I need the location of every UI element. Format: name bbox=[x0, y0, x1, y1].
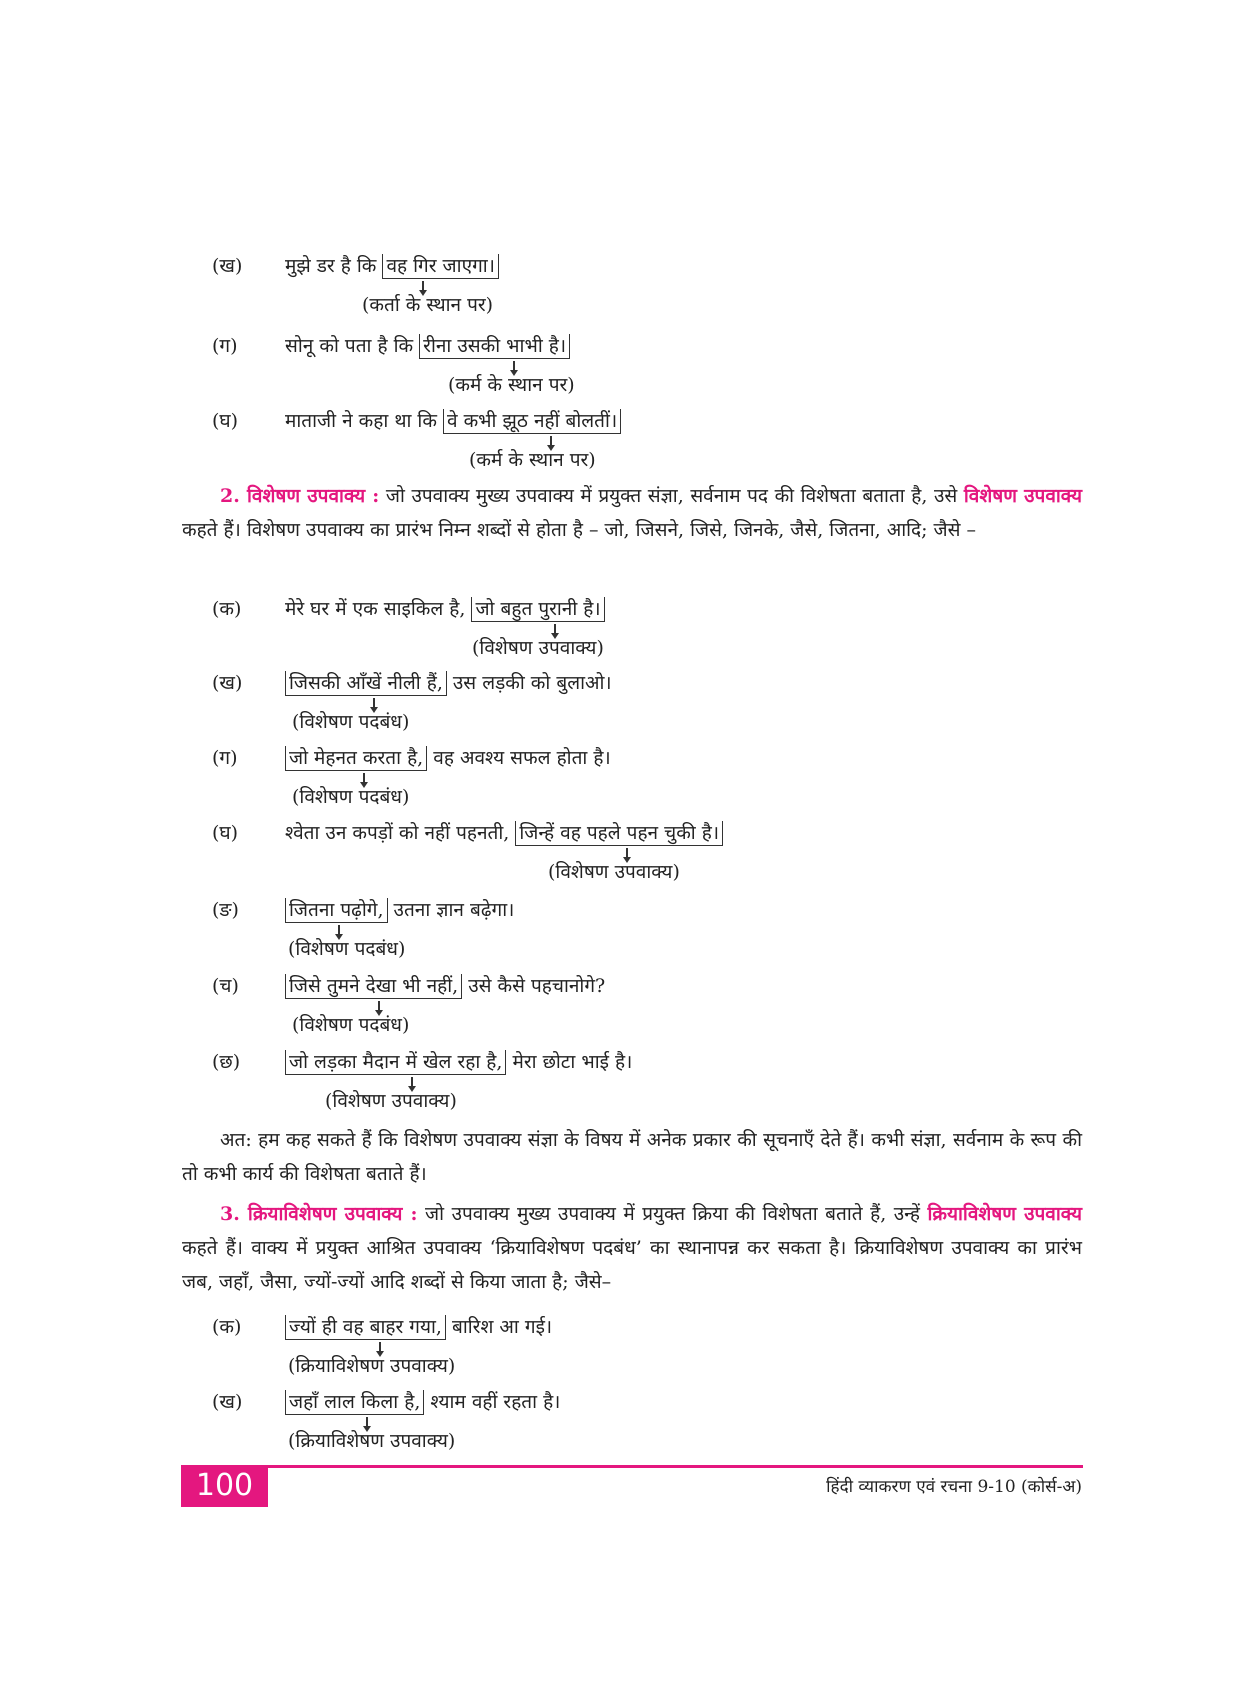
example-note: (विशेषण पदबंध) bbox=[292, 1014, 410, 1036]
example-note: (विशेषण पदबंध) bbox=[292, 711, 410, 733]
section-3-heading: 3. क्रियाविशेषण उपवाक्य : bbox=[220, 1203, 418, 1225]
clause-bracket: रीना उसकी भाभी है। bbox=[419, 334, 570, 359]
example-note: (विशेषण उपवाक्य) bbox=[548, 861, 680, 883]
clause-bracket: वे कभी झूठ नहीं बोलतीं। bbox=[443, 409, 621, 434]
section-3-term: क्रियाविशेषण उपवाक्य bbox=[927, 1203, 1082, 1225]
clause-bracket: जिन्हें वह पहले पहन चुकी है। bbox=[515, 821, 723, 846]
example-note: (क्रियाविशेषण उपवाक्य) bbox=[288, 1430, 456, 1452]
example-note: (विशेषण पदबंध) bbox=[288, 938, 406, 960]
example-note: (विशेषण पदबंध) bbox=[292, 786, 410, 808]
example-note: (विशेषण उपवाक्य) bbox=[472, 637, 604, 659]
example-note: (कर्ता के स्थान पर) bbox=[362, 294, 494, 316]
book-title: हिंदी व्याकरण एवं रचना 9-10 (कोर्स-अ) bbox=[826, 1477, 1082, 1497]
clause-bracket: जो मेहनत करता है, bbox=[285, 746, 427, 771]
clause-bracket: जहाँ लाल किला है, bbox=[285, 1390, 424, 1415]
example-note: (विशेषण उपवाक्य) bbox=[325, 1090, 457, 1112]
clause-bracket: ज्यों ही वह बाहर गया, bbox=[285, 1315, 446, 1340]
page-number: 100 bbox=[181, 1465, 268, 1507]
clause-bracket: जो लड़का मैदान में खेल रहा है, bbox=[285, 1050, 506, 1075]
section-2-term: विशेषण उपवाक्य bbox=[963, 485, 1082, 507]
example-label: (घ) bbox=[212, 410, 239, 432]
example-sentence: मुझे डर है कि वह गिर जाएगा। bbox=[285, 253, 499, 279]
example-sentence: माताजी ने कहा था कि वे कभी झूठ नहीं बोलतीं। bbox=[285, 408, 621, 434]
example-note: (क्रियाविशेषण उपवाक्य) bbox=[288, 1355, 456, 1377]
example-label: (ग) bbox=[212, 335, 238, 357]
section-2-paragraph: 2. विशेषण उपवाक्य : जो उपवाक्य मुख्य उपवाक्य में प्रयुक्त संज्ञा, सर्वनाम पद की विशेषता बताता है, उसे विशेषण उपवाक्य कहते हैं। विशेषण उपवाक्य का प्रारंभ निम्न शब्दों से होता है – जो, जिसने, जिसे, जिनके, जैसे, जितना, आदि; जैसे – bbox=[182, 485, 1082, 541]
conclusion-paragraph: अत: हम कह सकते हैं कि विशेषण उपवाक्य संज्ञा के विषय में अनेक प्रकार की सूचनाएँ देते हैं। कभी संज्ञा, सर्वनाम के रूप की तो कभी कार्य की विशेषता बताते हैं। bbox=[182, 1129, 1082, 1185]
clause-bracket: जिसे तुमने देखा भी नहीं, bbox=[285, 974, 462, 999]
section-2-heading: 2. विशेषण उपवाक्य : bbox=[220, 485, 380, 507]
clause-bracket: जो बहुत पुरानी है। bbox=[471, 597, 604, 622]
clause-bracket: जिसकी आँखें नीली हैं, bbox=[285, 671, 447, 696]
textbook-page: (ख) मुझे डर है कि वह गिर जाएगा। (कर्ता के स्थान पर) (ग) सोनू को पता है कि रीना उसकी भाभी है। (कर्म के स्थान पर) (घ) माताजी ने कहा था कि वे कभी झूठ नहीं बोलतीं। (कर्म के स्थान पर) 2. विशेषण उपवाक्य : जो उपवाक्य मुख्य उपवाक्य में प्रयुक्त संज्ञा, सर्वनाम पद की विशेषता बताता है, उसे विशेषण उपवाक्य कहते हैं। विशेषण उपवाक्य का प्रारंभ निम्न शब्दों से होता है – जो, जिसने, जिसे, जिनके, जैसे, जितना, आदि; जैसे – (क) मेरे घर में एक साइकिल है, जो बहुत पुरानी है। (विशेषण उपवाक्य) (ख) जिसकी आँखें नीली हैं, उस लड़की को बुलाओ। (विशेषण पदबंध) (ग) जो मेहनत करता है, वह अवश्य सफल होता है। (विशेषण पदबंध) (घ) श्वेता उन कपड़ों को नहीं पहनती, जिन्हें वह पहले पहन चुकी है। (विशेषण उपवाक्य) (ङ) जितना पढ़ोगे, उतना ज्ञान बढ़ेगा। (विशेषण पदबंध) (च) जिसे तुमने देखा भी नहीं, उसे कैसे पहचानोगे? (विशेषण पदबंध) (छ) जो लड़का मैदान में खेल रहा है, मेरा छोटा भाई है। (विशेषण उपवाक्य) अत: हम कह सकते हैं कि विशेषण उपवाक्य संज्ञा के विषय में अनेक प्रकार की सूचनाएँ देते हैं। कभी संज्ञा, सर्वनाम के रूप की तो कभी कार्य की विशेषता बताते हैं। 3. क्रियाविशेषण उपवाक्य : जो उपवाक्य मुख्य उपवाक्य में प्रयुक्त क्रिया की विशेषता बताते हैं, उन्हें क्रियाविशेषण उपवाक्य कहते हैं। वाक्य में प्रयुक्त आश्रित उपवाक्य ‘क्रियाविशेषण पदबंध’ का स्थानापन्न कर सकता है। क्रियाविशेषण उपवाक्य का प्रारंभ जब, जहाँ, जैसा, ज्यों-ज्यों आदि शब्दों से किया जाता है; जैसे– (क) ज्यों ही वह बाहर गया, बारिश आ गई। (क्रियाविशेषण उपवाक्य) (ख) जहाँ लाल किला है, श्याम वहीं रहता है। (क्रियाविशेषण उपवाक्य) 100 हिंदी व्याकरण एवं रचना 9-10 (कोर्स-अ) bbox=[0, 0, 1260, 1692]
example-note: (कर्म के स्थान पर) bbox=[448, 374, 575, 396]
clause-bracket: जितना पढ़ोगे, bbox=[285, 898, 388, 923]
example-label: (ख) bbox=[212, 255, 243, 277]
example-sentence: सोनू को पता है कि रीना उसकी भाभी है। bbox=[285, 333, 570, 359]
clause-bracket: वह गिर जाएगा। bbox=[382, 254, 498, 279]
section-3-paragraph: 3. क्रियाविशेषण उपवाक्य : जो उपवाक्य मुख्य उपवाक्य में प्रयुक्त क्रिया की विशेषता बताते हैं, उन्हें क्रियाविशेषण उपवाक्य कहते हैं। वाक्य में प्रयुक्त आश्रित उपवाक्य ‘क्रियाविशेषण पदबंध’ का स्थानापन्न कर सकता है। क्रियाविशेषण उपवाक्य का प्रारंभ जब, जहाँ, जैसा, ज्यों-ज्यों आदि शब्दों से किया जाता है; जैसे– bbox=[182, 1203, 1082, 1293]
footer-divider bbox=[181, 1465, 1083, 1468]
example-note: (कर्म के स्थान पर) bbox=[469, 449, 596, 471]
